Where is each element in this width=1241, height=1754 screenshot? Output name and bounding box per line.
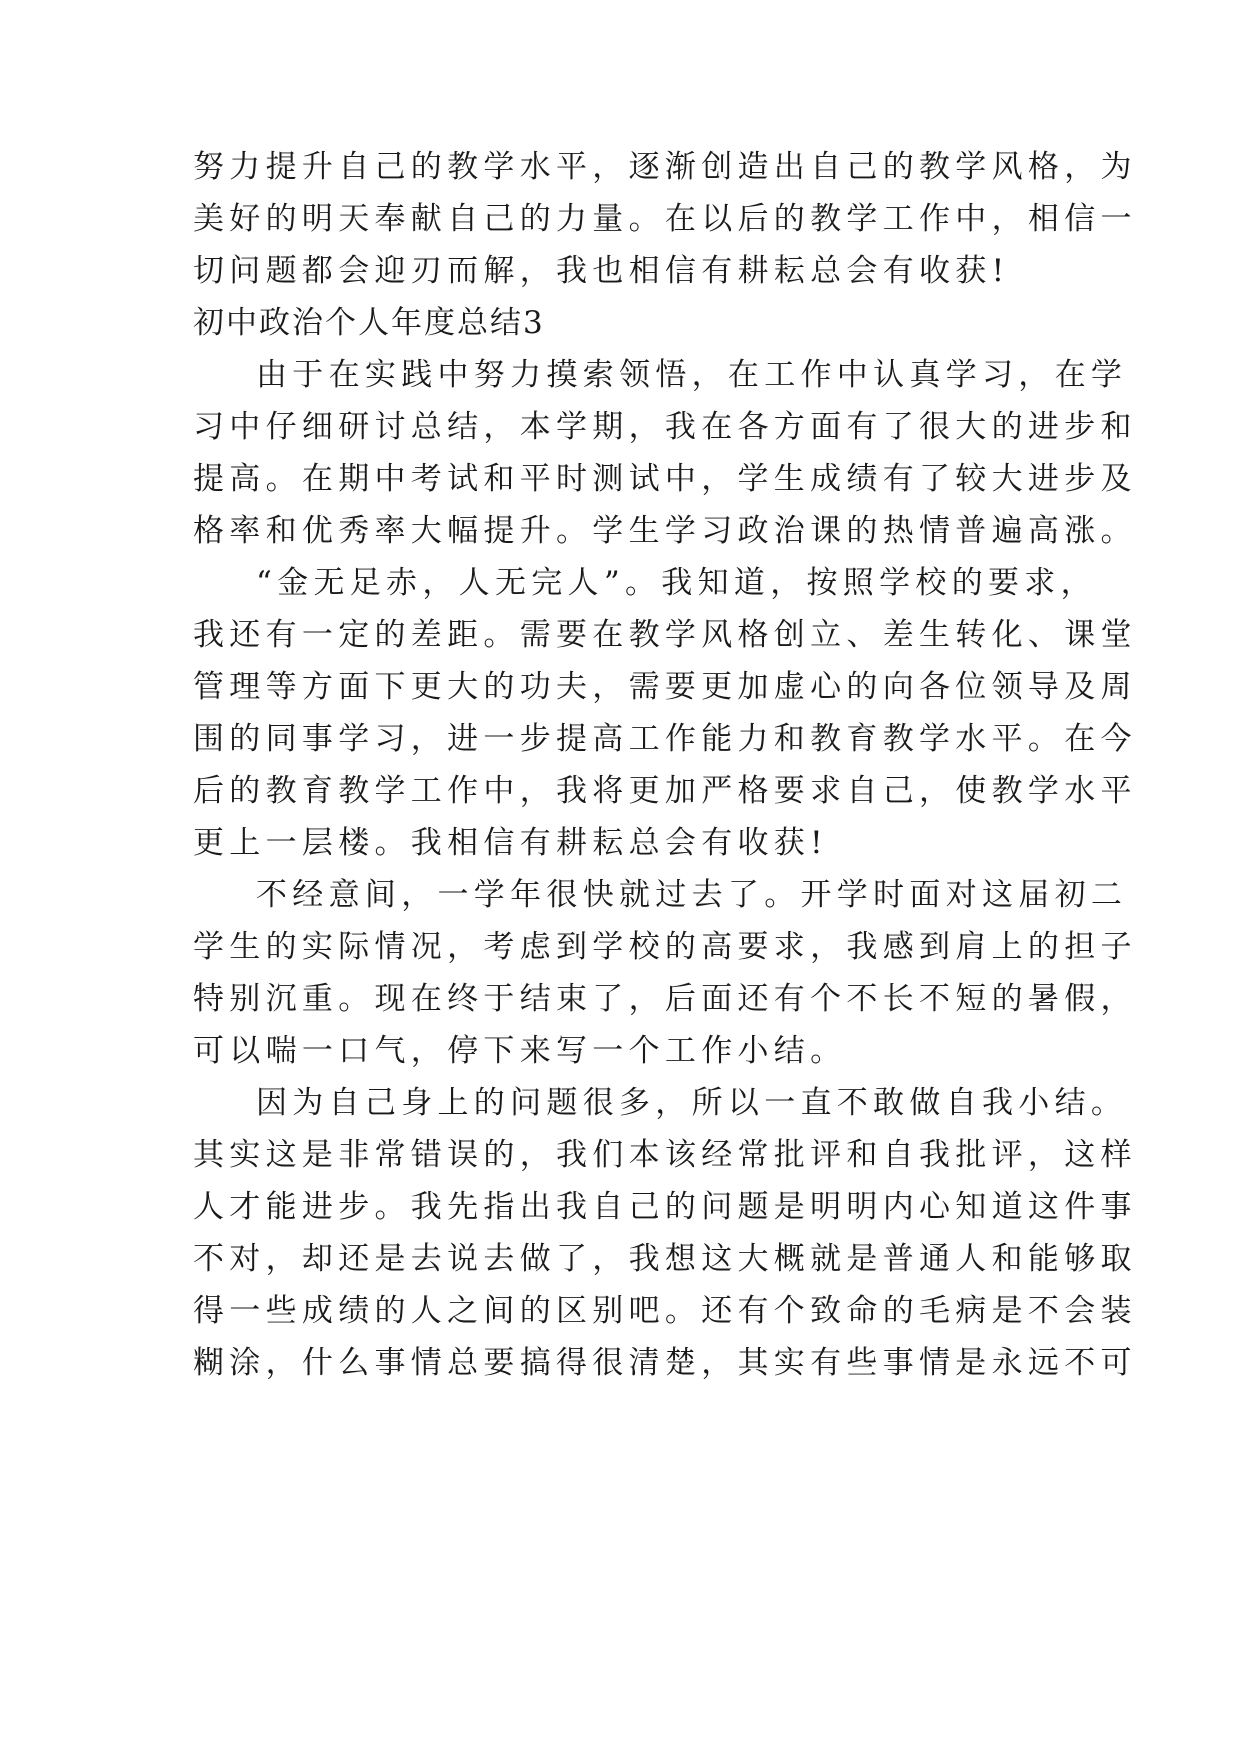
text-line: 得一些成绩的人之间的区别吧。还有个致命的毛病是不会装 bbox=[193, 1293, 1137, 1329]
text-line: 特别沉重。现在终于结束了，后面还有个不长不短的暑假， bbox=[193, 981, 1137, 1017]
text-line: 管理等方面下更大的功夫，需要更加虚心的向各位领导及周 bbox=[193, 669, 1137, 705]
text-line: 不经意间，一学年很快就过去了。开学时面对这届初二 bbox=[256, 877, 1128, 913]
text-line: 更上一层楼。我相信有耕耘总会有收获! bbox=[193, 825, 828, 861]
text-line: 可以喘一口气，停下来写一个工作小结。 bbox=[193, 1033, 847, 1069]
text-line: 学生的实际情况，考虑到学校的高要求，我感到肩上的担子 bbox=[193, 929, 1137, 965]
text-line: 习中仔细研讨总结，本学期，我在各方面有了很大的进步和 bbox=[193, 409, 1137, 445]
text-line: 后的教育教学工作中，我将更加严格要求自己，使教学水平 bbox=[193, 773, 1137, 809]
text-line: 切问题都会迎刃而解，我也相信有耕耘总会有收获! bbox=[193, 253, 1010, 289]
text-line: 其实这是非常错误的，我们本该经常批评和自我批评，这样 bbox=[193, 1137, 1137, 1173]
text-line: 人才能进步。我先指出我自己的问题是明明内心知道这件事 bbox=[193, 1189, 1137, 1225]
text-line: 我还有一定的差距。需要在教学风格创立、差生转化、课堂 bbox=[193, 617, 1137, 653]
text-line: 围的同事学习，进一步提高工作能力和教育教学水平。在今 bbox=[193, 721, 1137, 757]
text-line: 不对，却还是去说去做了，我想这大概就是普通人和能够取 bbox=[193, 1241, 1137, 1277]
text-line: 努力提升自己的教学水平，逐渐创造出自己的教学风格，为 bbox=[193, 149, 1137, 185]
text-line: “金无足赤，人无完人”。我知道，按照学校的要求， bbox=[256, 565, 1097, 601]
text-line: 提高。在期中考试和平时测试中，学生成绩有了较大进步及 bbox=[193, 461, 1137, 497]
text-line: 因为自己身上的问题很多，所以一直不敢做自我小结。 bbox=[256, 1085, 1128, 1121]
text-line: 由于在实践中努力摸索领悟，在工作中认真学习，在学 bbox=[256, 357, 1128, 393]
text-line: 糊涂，什么事情总要搞得很清楚，其实有些事情是永远不可 bbox=[193, 1345, 1137, 1381]
text-line: 格率和优秀率大幅提升。学生学习政治课的热情普遍高涨。 bbox=[193, 513, 1137, 549]
section-heading: 初中政治个人年度总结3 bbox=[193, 305, 545, 341]
text-line: 美好的明天奉献自己的力量。在以后的教学工作中，相信一 bbox=[193, 201, 1137, 237]
